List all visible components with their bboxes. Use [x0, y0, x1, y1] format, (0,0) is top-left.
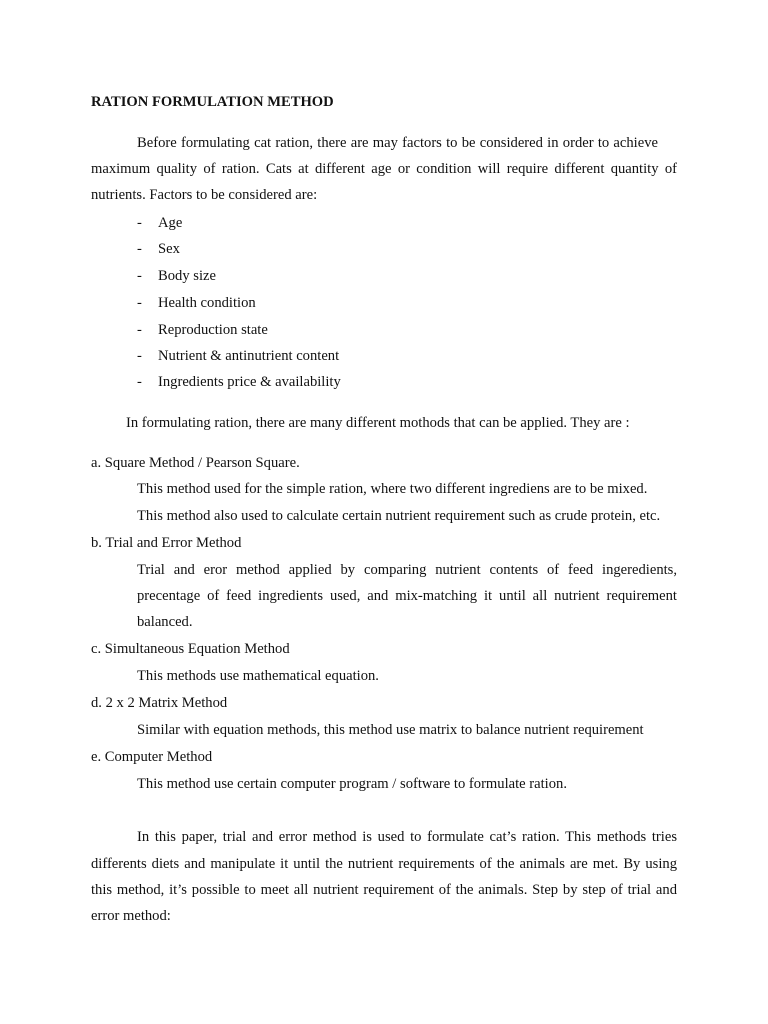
list-dash: -: [137, 268, 142, 284]
list-item-text: Body size: [158, 268, 216, 284]
list-dash: -: [137, 348, 142, 364]
list-item-text: Age: [158, 215, 183, 231]
method-heading-a: a. Square Method / Pearson Square.: [91, 455, 300, 471]
closing-line-2: differents diets and manipulate it until the nutrient requirements of the animals are met. By using: [91, 856, 677, 872]
method-b-line-1: Trial and eror method applied by comparing nutrient contents of feed ingeredients,: [137, 562, 677, 578]
method-d-line-1: Similar with equation methods, this method use matrix to balance nutrient requirement: [137, 722, 644, 738]
method-heading-c: c. Simultaneous Equation Method: [91, 641, 290, 657]
method-heading-d: d. 2 x 2 Matrix Method: [91, 695, 228, 711]
closing-line-4: error method:: [91, 908, 171, 924]
method-a-line-1: This method used for the simple ration, where two different ingrediens are to be mixed.: [137, 481, 648, 497]
list-dash: -: [137, 322, 142, 338]
method-b-line-2: precentage of feed ingredients used, and mix-matching it until all nutrient requirement: [137, 588, 677, 604]
intro-line-2: maximum quality of ration. Cats at different age or condition will require different quantity of: [91, 161, 677, 177]
methods-intro: In formulating ration, there are many different mothods that can be applied. They are :: [126, 415, 630, 431]
method-heading-e: e. Computer Method: [91, 749, 213, 765]
list-dash: -: [137, 374, 142, 390]
list-item-text: Ingredients price & availability: [158, 374, 341, 390]
closing-line-3: this method, it’s possible to meet all nutrient requirement of the animals. Step by step of trial and: [91, 882, 677, 898]
method-heading-b: b. Trial and Error Method: [91, 535, 242, 551]
list-item-text: Nutrient & antinutrient content: [158, 348, 340, 364]
list-item-text: Reproduction state: [158, 322, 268, 338]
method-b-line-3: balanced.: [137, 614, 193, 630]
closing-line-1: In this paper, trial and error method is used to formulate cat’s ration. This methods tries: [137, 829, 677, 845]
intro-line-1: [137, 134, 677, 152]
list-item-text: Health condition: [158, 295, 256, 311]
intro-line-1-text: Before formulating cat ration, there are may factors to be considered in order to achieve: [137, 135, 658, 151]
list-item-text: Sex: [158, 241, 180, 257]
method-a-line-2: This method also used to calculate certain nutrient requirement such as crude protein, etc.: [137, 508, 661, 524]
method-c-line-1: This methods use mathematical equation.: [137, 668, 379, 684]
list-dash: -: [137, 295, 142, 311]
list-dash: -: [137, 215, 142, 231]
list-dash: -: [137, 241, 142, 257]
method-e-line-1: This method use certain computer program / software to formulate ration.: [137, 776, 567, 792]
intro-line-3: nutrients. Factors to be considered are:: [91, 187, 318, 203]
document-title: RATION FORMULATION METHOD: [91, 94, 334, 110]
